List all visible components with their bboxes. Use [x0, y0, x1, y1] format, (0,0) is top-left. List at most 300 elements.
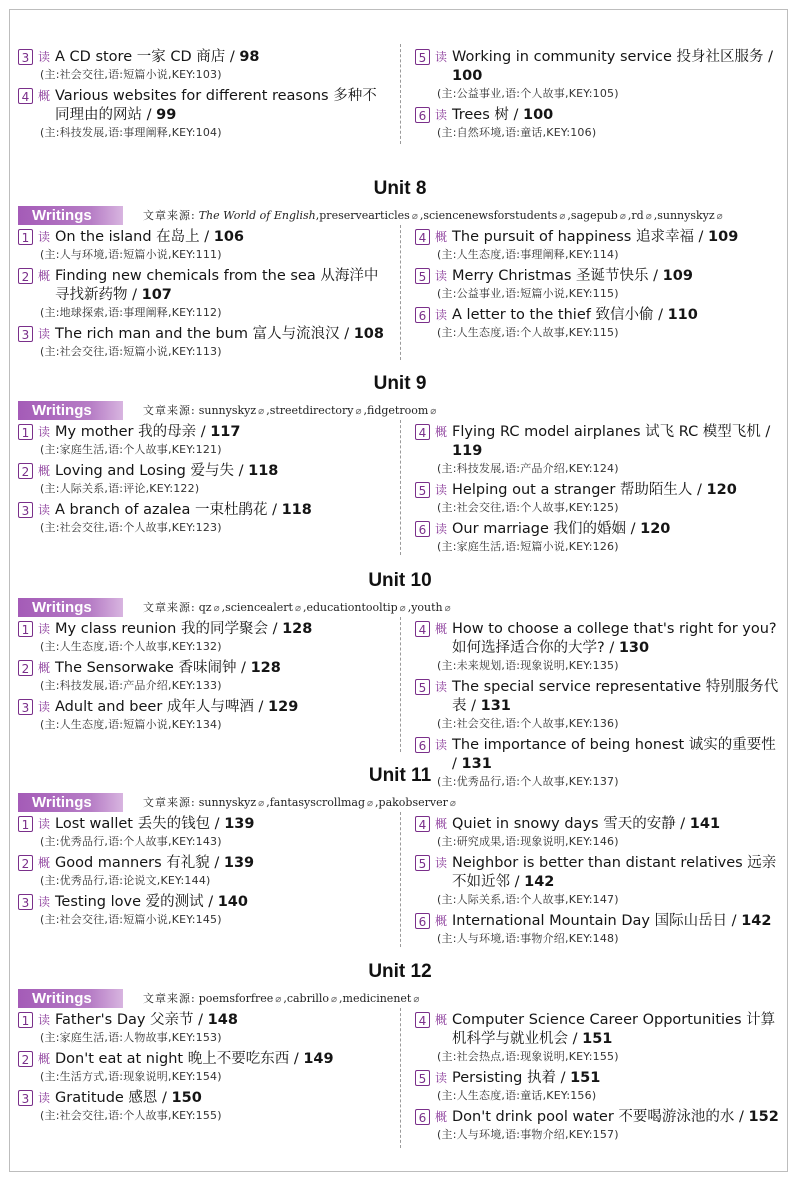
- entry-line: [415, 1069, 785, 1088]
- unit-title: Unit 8: [373, 178, 427, 199]
- unit-9-right-column: [415, 423, 785, 559]
- entry-meta: (主:人际关系,语:个人故事,KEY:147): [437, 893, 619, 906]
- entry-line: [18, 228, 388, 247]
- mouse-icon: ⌀: [399, 603, 406, 614]
- toc-entry[interactable]: [415, 306, 785, 341]
- entry-line: [415, 106, 785, 125]
- writings-label: Writings: [18, 401, 123, 420]
- entry-line: [18, 659, 388, 678]
- unit-12-right-column: [415, 1011, 785, 1147]
- entry-title: [452, 106, 553, 125]
- writings-label: Writings: [18, 989, 123, 1008]
- entry-line: [415, 228, 785, 247]
- entry-number: 6: [415, 1109, 430, 1125]
- entry-title-text: Trees 树 /: [452, 107, 523, 123]
- entry-title-text: The rich man and the bum 富人与流浪汉 /: [55, 326, 354, 342]
- entry-number: 4: [415, 621, 430, 637]
- entry-title-text: The special service representative 特别服务代表 /: [452, 679, 779, 714]
- entry-meta: (主:科技发展,语:产品介绍,KEY:124): [437, 462, 619, 475]
- mouse-icon: ⌀: [294, 603, 301, 614]
- article-sources: 文章来源: sunnyskyz ⌀ ,streetdirectory ⌀ ,fidgetroom ⌀: [143, 404, 437, 417]
- entry-type-tag: 读: [435, 1071, 448, 1085]
- toc-entry[interactable]: [18, 1011, 388, 1046]
- unit-title: Unit 12: [368, 961, 432, 982]
- entry-number: 6: [415, 521, 430, 537]
- entry-type-tag: 读: [38, 1013, 51, 1027]
- entry-type-tag: 读: [38, 895, 51, 909]
- mouse-icon: ⌀: [411, 211, 418, 222]
- entry-number: 4: [415, 424, 430, 440]
- toc-entry[interactable]: [18, 501, 388, 536]
- unit-8-right-column: [415, 228, 785, 345]
- entry-meta: (主:社会交往,语:个人故事,KEY:123): [40, 521, 222, 534]
- entry-number: 1: [18, 424, 33, 440]
- entry-title-text: Working in community service 投身社区服务 /: [452, 49, 774, 65]
- mouse-icon: ⌀: [430, 406, 437, 417]
- unit-title: Unit 10: [368, 570, 432, 591]
- entry-title: [55, 893, 248, 912]
- entry-title: [55, 423, 240, 442]
- entry-meta: (主:人与环境,语:短篇小说,KEY:111): [40, 248, 222, 261]
- entry-page-number: 99: [156, 107, 177, 123]
- toc-entry[interactable]: [415, 423, 785, 477]
- entry-page-number: 117: [210, 424, 241, 440]
- toc-entry[interactable]: [18, 893, 388, 928]
- entry-title-text: Good manners 有礼貌 /: [55, 855, 224, 871]
- entry-meta: (主:社会交往,语:短篇小说,KEY:103): [40, 68, 222, 81]
- column-divider: [400, 812, 401, 947]
- entry-page-number: 149: [303, 1051, 334, 1067]
- sources-label: 文章来源:: [143, 601, 196, 614]
- entry-type-tag: 概: [435, 622, 448, 636]
- sources-label: 文章来源:: [143, 209, 196, 222]
- entry-title-text: My class reunion 我的同学聚会 /: [55, 621, 283, 637]
- entry-page-number: 98: [239, 49, 260, 65]
- entry-type-tag: 概: [38, 1052, 51, 1066]
- entry-line: [415, 912, 785, 931]
- entry-title: [452, 815, 720, 834]
- entry-meta: (主:家庭生活,语:人物故事,KEY:153): [40, 1031, 222, 1044]
- entry-meta: (主:未来规划,语:现象说明,KEY:135): [437, 659, 619, 672]
- entry-line: [18, 1011, 388, 1030]
- entry-line: [415, 620, 785, 658]
- toc-entry[interactable]: [415, 267, 785, 302]
- entry-title: [55, 854, 254, 873]
- entry-line: [18, 854, 388, 873]
- entry-title-text: Our marriage 我们的婚姻 /: [452, 521, 641, 537]
- toc-entry[interactable]: [415, 106, 785, 141]
- entry-page-number: 118: [248, 463, 279, 479]
- entry-number: 3: [18, 49, 33, 65]
- entry-page-number: 120: [706, 482, 737, 498]
- entry-title: [55, 267, 388, 305]
- entry-title: [55, 1089, 202, 1108]
- entry-type-tag: 读: [38, 425, 51, 439]
- sources-label: 文章来源:: [143, 992, 196, 1005]
- entry-type-tag: 读: [435, 108, 448, 122]
- entry-meta: (主:人生态度,语:个人故事,KEY:132): [40, 640, 222, 653]
- entry-title-text: My mother 我的母亲 /: [55, 424, 211, 440]
- entry-type-tag: 概: [435, 1013, 448, 1027]
- entry-title: [452, 228, 738, 247]
- entry-line: [18, 620, 388, 639]
- entry-title-text: Persisting 执着 /: [452, 1070, 571, 1086]
- entry-number: 3: [18, 894, 33, 910]
- mouse-icon: ⌀: [645, 211, 652, 222]
- entry-meta: (主:社会交往,语:短篇小说,KEY:113): [40, 345, 222, 358]
- mouse-icon: ⌀: [258, 406, 265, 417]
- entry-page-number: 100: [523, 107, 554, 123]
- entry-line: [18, 48, 388, 67]
- entry-number: 2: [18, 463, 33, 479]
- toc-entry[interactable]: [18, 48, 388, 83]
- entry-title: [55, 462, 278, 481]
- entry-page-number: 131: [480, 698, 511, 714]
- entry-type-tag: 读: [38, 622, 51, 636]
- mouse-icon: ⌀: [619, 211, 626, 222]
- entry-page-number: 110: [667, 307, 698, 323]
- entry-page-number: 141: [689, 816, 721, 832]
- entry-line: [415, 520, 785, 539]
- entry-page-number: 140: [217, 894, 248, 910]
- entry-page-number: 128: [282, 621, 313, 637]
- entry-page-number: 119: [452, 443, 483, 459]
- entry-number: 6: [415, 307, 430, 323]
- mouse-icon: ⌀: [213, 603, 220, 614]
- entry-meta: (主:自然环境,语:童话,KEY:106): [437, 126, 597, 139]
- entry-title-text: Neighbor is better than distant relatives 远亲不如近邻 /: [452, 855, 777, 890]
- entry-number: 5: [415, 1070, 430, 1086]
- entry-page-number: 106: [213, 229, 245, 245]
- entry-title: [452, 912, 771, 931]
- entry-meta: (主:家庭生活,语:短篇小说,KEY:126): [437, 540, 619, 553]
- entry-page-number: 152: [748, 1109, 779, 1125]
- entry-line: [18, 1050, 388, 1069]
- entry-meta: (主:人与环境,语:事物介绍,KEY:148): [437, 932, 619, 945]
- unit-8-left-column: [18, 228, 388, 364]
- entry-type-tag: 读: [38, 503, 51, 517]
- unit-10-left-column: [18, 620, 388, 737]
- entry-page-number: 129: [268, 699, 299, 715]
- toc-entry[interactable]: [18, 698, 388, 733]
- entry-title: [55, 501, 312, 520]
- entry-meta: (主:家庭生活,语:个人故事,KEY:121): [40, 443, 222, 456]
- toc-entry[interactable]: [415, 912, 785, 947]
- entry-number: 4: [415, 229, 430, 245]
- entry-title: [55, 698, 298, 717]
- mouse-icon: ⌀: [367, 798, 374, 809]
- toc-entry[interactable]: [18, 659, 388, 694]
- entry-meta: (主:生活方式,语:现象说明,KEY:154): [40, 1070, 222, 1083]
- entry-title-text: Computer Science Career Opportunities 计算机科学与就业机会 /: [452, 1012, 776, 1047]
- toc-entry[interactable]: [415, 620, 785, 674]
- entry-line: [415, 481, 785, 500]
- unit-title: Unit 9: [373, 373, 427, 394]
- entry-number: 6: [415, 913, 430, 929]
- toc-entry[interactable]: [415, 1069, 785, 1104]
- entry-number: 5: [415, 268, 430, 284]
- entry-title: [452, 678, 785, 716]
- entry-title: [55, 48, 260, 67]
- entry-meta: (主:社会交往,语:个人故事,KEY:136): [437, 717, 619, 730]
- writings-bar: [18, 597, 453, 617]
- entry-title-text: Lost wallet 丢失的钱包 /: [55, 816, 225, 832]
- entry-page-number: 139: [223, 855, 255, 871]
- entry-meta: (主:公益事业,语:短篇小说,KEY:115): [437, 287, 619, 300]
- column-divider: [400, 617, 401, 752]
- writings-label: Writings: [18, 206, 123, 225]
- entry-title-text: Father's Day 父亲节 /: [55, 1012, 208, 1028]
- entry-line: [18, 893, 388, 912]
- entry-number: 3: [18, 1090, 33, 1106]
- column-divider: [400, 44, 401, 144]
- source-name: sagepub: [570, 209, 618, 222]
- source-name: sciencealert: [225, 601, 293, 614]
- toc-entry[interactable]: [18, 815, 388, 850]
- entry-number: 2: [18, 660, 33, 676]
- entry-title-text: Finding new chemicals from the sea 从海洋中寻找新药物 /: [55, 268, 379, 303]
- article-sources: 文章来源: sunnyskyz ⌀ ,fantasyscrollmag ⌀ ,pakobserver ⌀: [143, 796, 456, 809]
- sources-label: 文章来源:: [143, 404, 196, 417]
- entry-meta: (主:研究成果,语:现象说明,KEY:146): [437, 835, 619, 848]
- toc-entry[interactable]: [415, 815, 785, 850]
- entry-line: [415, 267, 785, 286]
- entry-meta: (主:优秀品行,语:个人故事,KEY:143): [40, 835, 222, 848]
- source-name: youth: [411, 601, 443, 614]
- entry-meta: (主:人际关系,语:评论,KEY:122): [40, 482, 200, 495]
- toc-entry[interactable]: [415, 854, 785, 908]
- entry-type-tag: 概: [435, 425, 448, 439]
- entry-title-text: A letter to the thief 致信小偷 /: [452, 307, 668, 323]
- entry-number: 2: [18, 1051, 33, 1067]
- entry-title-text: Don't drink pool water 不要喝游泳池的水 /: [452, 1109, 749, 1125]
- entry-number: 2: [18, 855, 33, 871]
- entry-line: [415, 1011, 785, 1049]
- mouse-icon: ⌀: [444, 603, 451, 614]
- entry-number: 5: [415, 482, 430, 498]
- writings-label: Writings: [18, 598, 123, 617]
- toc-entry[interactable]: [415, 1108, 785, 1143]
- unit-title: Unit 11: [368, 765, 432, 786]
- unit-9-left-column: [18, 423, 388, 540]
- entry-line: [415, 306, 785, 325]
- entry-title: [55, 659, 281, 678]
- entry-title-text: Gratitude 感恩 /: [55, 1090, 172, 1106]
- entry-page-number: 150: [171, 1090, 202, 1106]
- source-name: preservearticles: [319, 209, 410, 222]
- entry-title-text: Adult and beer 成年人与啤酒 /: [55, 699, 269, 715]
- entry-title: [452, 267, 693, 286]
- source-name: fidgetroom: [367, 404, 429, 417]
- writings-bar: [18, 792, 458, 812]
- entry-title: [452, 1011, 785, 1049]
- source-name: medicinenet: [342, 992, 412, 1005]
- unit-11-right-column: [415, 815, 785, 951]
- toc-entry[interactable]: [18, 325, 388, 360]
- entry-title: [452, 48, 785, 86]
- mouse-icon: ⌀: [258, 798, 265, 809]
- entry-number: 6: [415, 107, 430, 123]
- toc-entry[interactable]: [18, 87, 388, 141]
- entry-page-number: 120: [640, 521, 671, 537]
- article-sources: 文章来源: The World of English,preservearticles ⌀ ,sciencenewsforstudents ⌀ ,sagepub ⌀ ,rd ⌀ ,sunnyskyz ⌀: [143, 209, 723, 222]
- toc-entry[interactable]: [415, 481, 785, 516]
- entry-meta: (主:人生态度,语:童话,KEY:156): [437, 1089, 597, 1102]
- entry-number: 1: [18, 816, 33, 832]
- entry-title: [452, 620, 785, 658]
- entry-title: [452, 481, 737, 500]
- entry-type-tag: 读: [38, 327, 51, 341]
- entry-title-text: The Sensorwake 香味闹钟 /: [55, 660, 251, 676]
- entry-title-text: The importance of being honest 诚实的重要性 /: [452, 737, 776, 772]
- entry-type-tag: 概: [435, 914, 448, 928]
- entry-meta: (主:人生态度,语:个人故事,KEY:115): [437, 326, 619, 339]
- entry-meta: (主:社会交往,语:短篇小说,KEY:145): [40, 913, 222, 926]
- entry-number: 5: [415, 679, 430, 695]
- entry-title-text: The pursuit of happiness 追求幸福 /: [452, 229, 709, 245]
- entry-title-text: Flying RC model airplanes 试飞 RC 模型飞机 /: [452, 424, 771, 440]
- source-name: streetdirectory: [269, 404, 354, 417]
- toc-entry[interactable]: [415, 678, 785, 732]
- entry-title: [55, 815, 254, 834]
- entry-title: [55, 1011, 238, 1030]
- entry-type-tag: 读: [38, 50, 51, 64]
- source-name: sunnyskyz: [198, 404, 257, 417]
- entry-page-number: 142: [524, 874, 555, 890]
- writings-label: Writings: [18, 793, 123, 812]
- entry-title: [452, 1108, 779, 1127]
- column-divider: [400, 420, 401, 555]
- entry-type-tag: 读: [38, 230, 51, 244]
- entry-number: 3: [18, 699, 33, 715]
- entry-meta: (主:公益事业,语:个人故事,KEY:105): [437, 87, 619, 100]
- entry-title: [452, 306, 698, 325]
- entry-title-text: Merry Christmas 圣诞节快乐 /: [452, 268, 663, 284]
- mouse-icon: ⌀: [275, 994, 282, 1005]
- entry-number: 4: [18, 88, 33, 104]
- entry-line: [18, 501, 388, 520]
- entry-meta: (主:人生态度,语:短篇小说,KEY:134): [40, 718, 222, 731]
- entry-page-number: 109: [708, 229, 739, 245]
- toc-entry[interactable]: [18, 423, 388, 458]
- toc-entry[interactable]: [18, 1089, 388, 1124]
- toc-entry[interactable]: [415, 228, 785, 263]
- entry-page-number: 128: [250, 660, 281, 676]
- entry-type-tag: 读: [435, 856, 448, 870]
- entry-title-text: Helping out a stranger 帮助陌生人 /: [452, 482, 707, 498]
- mouse-icon: ⌀: [716, 211, 723, 222]
- entry-title: [55, 87, 388, 125]
- entry-number: 4: [415, 816, 430, 832]
- source-name: educationtooltip: [306, 601, 398, 614]
- entry-title-text: Various websites for different reasons 多种不同理由的网站 /: [55, 88, 377, 123]
- entry-page-number: 131: [461, 756, 492, 772]
- source-name: sunnyskyz: [198, 796, 257, 809]
- entry-title: [452, 1069, 600, 1088]
- entry-line: [18, 815, 388, 834]
- toc-entry[interactable]: [18, 1050, 388, 1085]
- entry-page-number: 148: [207, 1012, 238, 1028]
- entry-type-tag: 读: [38, 1091, 51, 1105]
- entry-title: [452, 854, 785, 892]
- entry-type-tag: 概: [38, 661, 51, 675]
- toc-entry[interactable]: [415, 520, 785, 555]
- entry-title-text: Don't eat at night 晚上不要吃东西 /: [55, 1051, 304, 1067]
- toc-entry[interactable]: [18, 620, 388, 655]
- entry-line: [415, 48, 785, 86]
- entry-type-tag: 读: [38, 817, 51, 831]
- entry-type-tag: 读: [435, 308, 448, 322]
- entry-title-text: On the island 在岛上 /: [55, 229, 214, 245]
- entry-meta: (主:科技发展,语:产品介绍,KEY:133): [40, 679, 222, 692]
- source-name: sciencenewsforstudents: [423, 209, 558, 222]
- entry-meta: (主:社会热点,语:现象说明,KEY:155): [437, 1050, 619, 1063]
- mouse-icon: ⌀: [355, 406, 362, 417]
- writings-bar: [18, 205, 725, 225]
- entry-meta: (主:优秀品行,语:论说文,KEY:144): [40, 874, 211, 887]
- entry-page-number: 109: [662, 268, 693, 284]
- entry-page-number: 151: [570, 1070, 601, 1086]
- entry-line: [18, 325, 388, 344]
- entry-type-tag: 读: [435, 522, 448, 536]
- entry-number: 5: [415, 855, 430, 871]
- mouse-icon: ⌀: [559, 211, 566, 222]
- entry-page-number: 139: [224, 816, 255, 832]
- top-left-column: [18, 48, 388, 145]
- entry-type-tag: 概: [38, 856, 51, 870]
- entry-type-tag: 读: [435, 50, 448, 64]
- toc-entry[interactable]: [18, 854, 388, 889]
- entry-title-text: A CD store 一家 CD 商店 /: [55, 49, 240, 65]
- mouse-icon: ⌀: [449, 798, 456, 809]
- entry-meta: (主:人与环境,语:事物介绍,KEY:157): [437, 1128, 619, 1141]
- entry-type-tag: 概: [38, 464, 51, 478]
- entry-title-text: Quiet in snowy days 雪天的安静 /: [452, 816, 690, 832]
- toc-entry[interactable]: [18, 228, 388, 263]
- toc-entry[interactable]: [18, 267, 388, 321]
- entry-line: [18, 698, 388, 717]
- toc-entry[interactable]: [415, 1011, 785, 1065]
- entry-line: [18, 462, 388, 481]
- column-divider: [400, 225, 401, 360]
- entry-line: [18, 423, 388, 442]
- entry-title: [452, 423, 785, 461]
- article-sources: 文章来源: poemsforfree ⌀ ,cabrillo ⌀ ,medicinenet ⌀: [143, 992, 420, 1005]
- entry-number: 3: [18, 326, 33, 342]
- entry-line: [18, 87, 388, 125]
- entry-title: [452, 520, 670, 539]
- entry-type-tag: 概: [38, 269, 51, 283]
- entry-type-tag: 读: [38, 700, 51, 714]
- writings-bar: [18, 988, 421, 1008]
- entry-title-text: Testing love 爱的测试 /: [55, 894, 218, 910]
- toc-entry[interactable]: [415, 48, 785, 102]
- entry-type-tag: 读: [435, 269, 448, 283]
- entry-type-tag: 概: [435, 1110, 448, 1124]
- entry-number: 3: [18, 502, 33, 518]
- entry-page-number: 142: [741, 913, 772, 929]
- entry-line: [415, 1108, 785, 1127]
- entry-line: [415, 854, 785, 892]
- entry-number: 1: [18, 1012, 33, 1028]
- entry-type-tag: 读: [435, 680, 448, 694]
- toc-entry[interactable]: [18, 462, 388, 497]
- article-sources: 文章来源: qz ⌀ ,sciencealert ⌀ ,educationtooltip ⌀ ,youth ⌀: [143, 601, 451, 614]
- entry-meta: (主:人生态度,语:事理阐释,KEY:114): [437, 248, 619, 261]
- entry-number: 1: [18, 229, 33, 245]
- entry-page-number: 108: [353, 326, 384, 342]
- entry-page-number: 130: [618, 640, 650, 656]
